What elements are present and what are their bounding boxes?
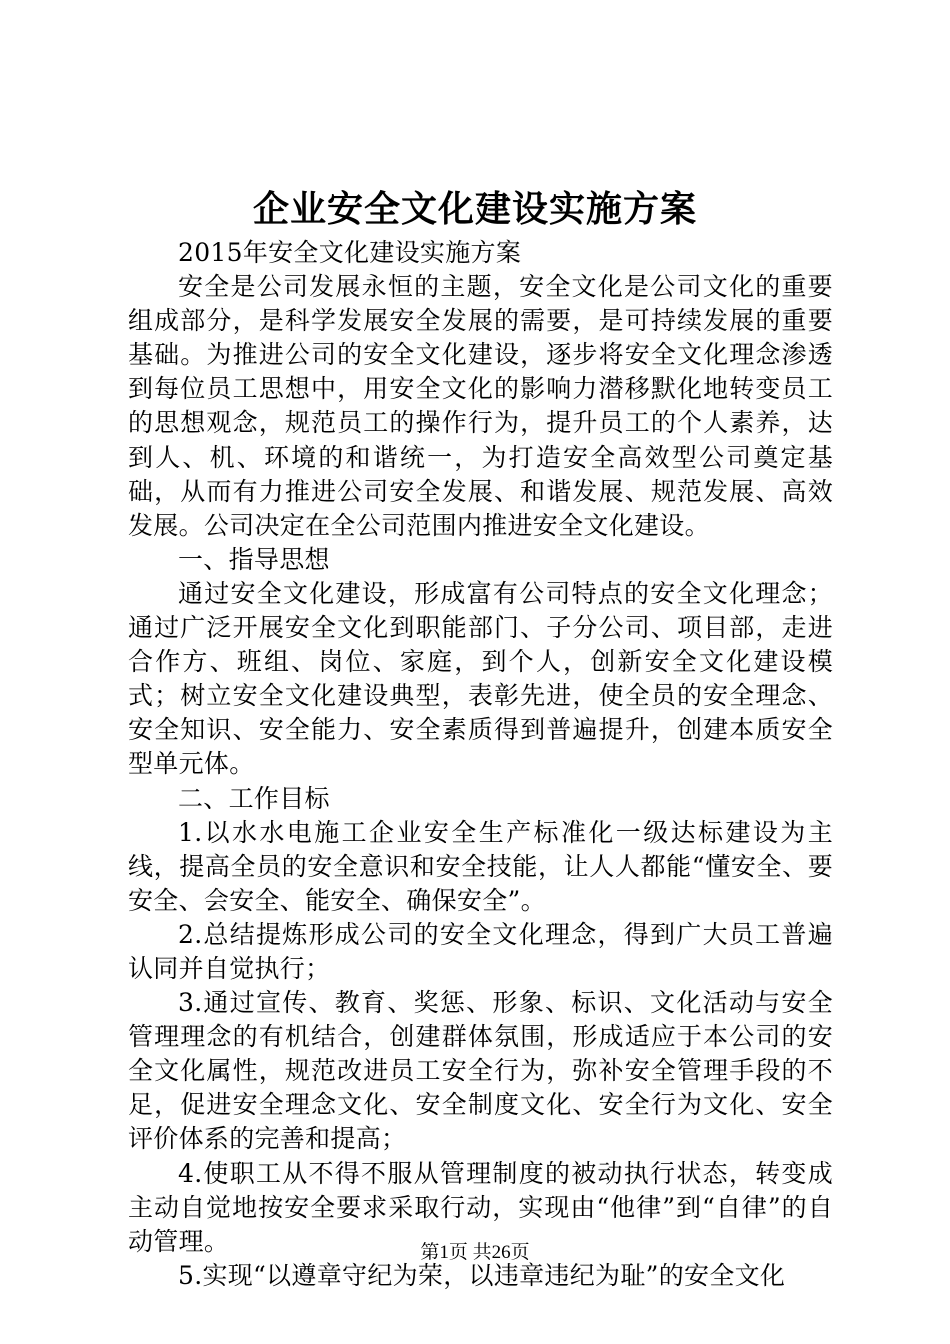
goal-item-4: 4.使职工从不得不服从管理制度的被动执行状态，转变成主动自觉地按安全要求采取行动，实现由“他律”到“自律”的自动管理。 [128,1158,833,1256]
section-heading-guiding-thought: 一、指导思想 [178,544,330,574]
goal-item-2: 2.总结提炼形成公司的安全文化理念，得到广大员工普遍认同并自觉执行； [128,919,833,983]
goal-item-1: 1.以水水电施工企业安全生产标准化一级达标建设为主线，提高全员的安全意识和安全技能，让人人都能“懂安全、要安全、会安全、能安全、确保安全”。 [128,817,833,915]
subtitle-paragraph: 2015年安全文化建设实施方案 [178,238,522,267]
goal-item-3: 3.通过宣传、教育、奖惩、形象、标识、文化活动与安全管理理念的有机结合，创建群体氛围，形成适应于本公司的安全文化属性，规范改进员工安全行为，弥补安全管理手段的不足，促进安全理念文化、安全制度文化、安全行为文化、安全评价体系的完善和提高； [128,988,833,1154]
page-footer: 第1页 共26页 [420,1242,530,1263]
goal-item-5: 5.实现“以遵章守纪为荣，以违章违纪为耻”的安全文化 [178,1260,786,1290]
intro-paragraph: 安全是公司发展永恒的主题，安全文化是公司文化的重要组成部分，是科学发展安全发展的需要，是可持续发展的重要基础。为推进公司的安全文化建设，逐步将安全文化理念渗透到每位员工思想中，用安全文化的影响力潜移默化地转变员工的思想观念，规范员工的操作行为，提升员工的个人素养，达到人、机、环境的和谐统一，为打造安全高效型公司奠定基础，从而有力推进公司安全发展、和谐发展、规范发展、高效发展。公司决定在全公司范围内推进安全文化建设。 [128,272,833,540]
guiding-thought-paragraph: 通过安全文化建设，形成富有公司特点的安全文化理念；通过广泛开展安全文化到职能部门、子分公司、项目部，走进合作方、班组、岗位、家庭，到个人，创新安全文化建设模式；树立安全文化建设典型，表彰先进，使全员的安全理念、安全知识、安全能力、安全素质得到普遍提升，创建本质安全型单元体。 [128,578,833,779]
document-title: 企业安全文化建设实施方案 [252,188,697,230]
document-body [128,236,833,1293]
section-heading-work-goals: 二、工作目标 [178,783,330,813]
